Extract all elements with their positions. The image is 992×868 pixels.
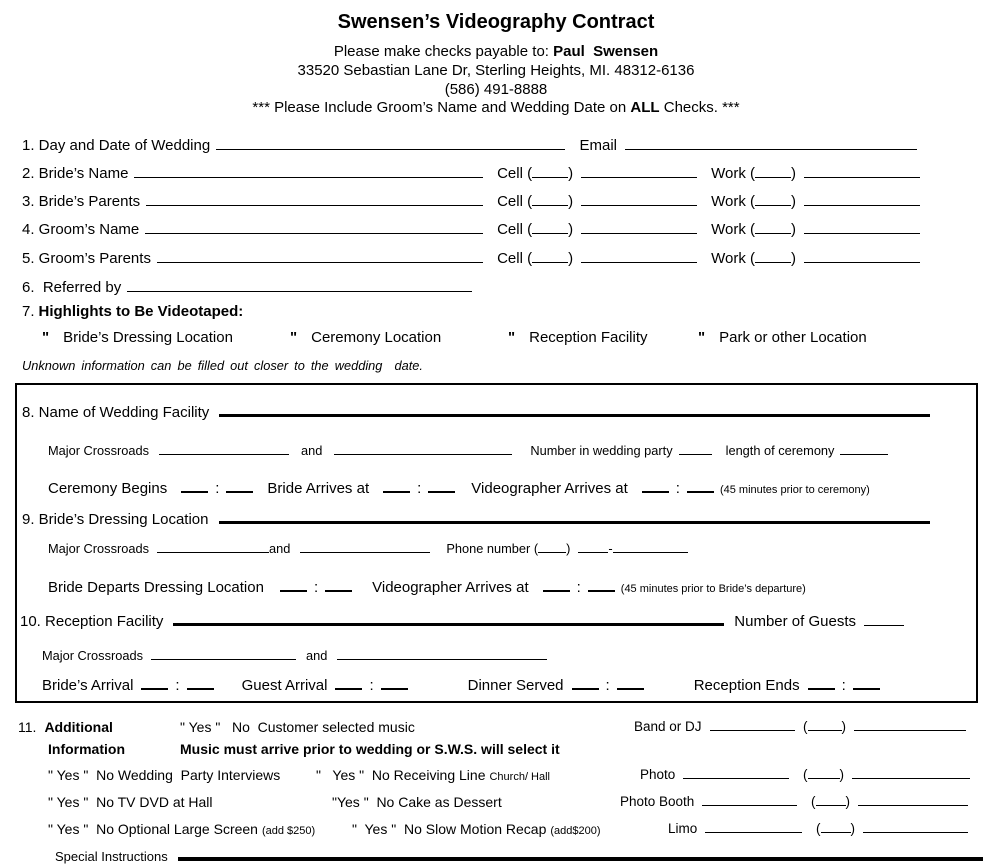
groom-name-blank[interactable] [145, 230, 483, 234]
highlight-reception [508, 329, 648, 346]
dressing-crossroads-2-blank[interactable] [300, 549, 430, 553]
receiving-line-option[interactable]: " Yes " No Receiving Line [316, 767, 486, 783]
bride-departs-hour-blank[interactable] [280, 588, 307, 592]
row-grooms-parents [22, 250, 920, 267]
band-dj-close-paren: ) [841, 719, 846, 734]
brides-parents-work-label: Work ( [711, 193, 755, 210]
referred-by-label: 6. Referred by [22, 279, 122, 296]
dressing-location-blank[interactable] [219, 520, 931, 524]
highlight-brides-dressing-label: Bride’s Dressing Location [63, 329, 233, 346]
grooms-parents-work-close-paren: ) [791, 250, 796, 267]
videographer-arrives-label: Videographer Arrives at [471, 480, 628, 497]
brides-parents-cell-area-code-blank[interactable] [532, 202, 568, 206]
brides-parents-work-area-code-blank[interactable] [755, 202, 791, 206]
guest-arrival-minute-blank[interactable] [381, 686, 408, 690]
limo-area-code-blank[interactable] [821, 829, 851, 833]
band-dj-open-paren: ( [803, 719, 808, 734]
yes-no-wedding-party-interviews[interactable]: " Yes " No Wedding Party Interviews [48, 767, 281, 783]
groom-cell-area-code-blank[interactable] [532, 230, 568, 234]
photo-open-paren: ( [803, 767, 808, 782]
facility-crossroads-label: Major Crossroads [48, 443, 149, 458]
highlight-ceremony [290, 329, 441, 346]
highlight-park-label: Park or other Location [719, 329, 867, 346]
bride-work-label: Work ( [711, 165, 755, 182]
brides-parents-blank[interactable] [146, 202, 483, 206]
ceremony-length-label: length of ceremony [725, 443, 835, 458]
grooms-parents-blank[interactable] [157, 259, 483, 263]
ceremony-length-blank[interactable] [840, 451, 888, 455]
dressing-phone-area-blank[interactable] [538, 549, 566, 553]
photo-booth-label: Photo Booth [620, 794, 695, 809]
brides-parents-work-close-paren: ) [791, 193, 796, 210]
highlight-brides-dressing [42, 329, 233, 346]
bride-work-close-paren: ) [791, 165, 796, 182]
phone-line: (586) 491-8888 [444, 81, 548, 98]
row-wedding-date [22, 137, 917, 154]
checks-note-pre: *** Please Include Groom’s Name and Wedding Date on [252, 99, 631, 116]
bride-cell-area-code-blank[interactable] [532, 174, 568, 178]
highlights-number: 7. [22, 303, 35, 320]
number-of-guests-blank[interactable] [864, 622, 904, 626]
dressing-phone-line-blank[interactable] [613, 549, 688, 553]
brides-arrival-label: Bride’s Arrival [42, 677, 134, 694]
checkbox-ceremony[interactable]: " [290, 329, 298, 346]
dressing-crossroads-and: and [268, 541, 291, 556]
limo-phone-blank[interactable] [863, 829, 968, 833]
row-wedding-facility [22, 404, 930, 421]
dressing-location-label: 9. Bride’s Dressing Location [22, 511, 209, 528]
photo-booth-phone-blank[interactable] [858, 802, 968, 806]
number-of-guests-label: Number of Guests [734, 613, 856, 630]
additional-info-number: 11. [18, 719, 37, 735]
facility-crossroads-and: and [300, 443, 323, 458]
grooms-parents-cell-area-code-blank[interactable] [532, 259, 568, 263]
special-instructions-blank[interactable] [178, 857, 983, 861]
brides-parents-cell-close-paren: ) [568, 193, 574, 210]
highlight-reception-label: Reception Facility [529, 329, 648, 346]
photo-booth-open-paren: ( [811, 794, 816, 809]
payable-name: Paul Swensen [553, 43, 659, 60]
reception-ends-minute-blank[interactable] [853, 686, 880, 690]
row-photo-booth [620, 794, 968, 809]
contract-title: Swensen’s Videography Contract [337, 11, 655, 33]
band-dj-area-code-blank[interactable] [808, 727, 842, 731]
groom-name-label: 4. Groom’s Name [22, 221, 140, 238]
photo-area-code-blank[interactable] [808, 775, 840, 779]
grooms-parents-work-number-blank[interactable] [804, 259, 920, 263]
photo-booth-area-code-blank[interactable] [816, 802, 846, 806]
row-dressing-location [22, 511, 930, 528]
dinner-served-label: Dinner Served [467, 677, 564, 694]
videographer-arrives-minute-blank[interactable] [687, 489, 714, 493]
brides-parents-work-number-blank[interactable] [804, 202, 920, 206]
row-referred-by [22, 279, 472, 296]
referred-by-blank[interactable] [127, 288, 472, 292]
band-dj-label: Band or DJ [634, 719, 702, 734]
highlight-ceremony-label: Ceremony Location [311, 329, 442, 346]
additional-info-label-top: Additional [44, 719, 113, 735]
dressing-crossroads-1-blank[interactable] [157, 549, 269, 553]
grooms-parents-cell-number-blank[interactable] [581, 259, 697, 263]
dressing-phone-dash: - [608, 541, 613, 556]
payable-prefix: Please make checks payable to: [333, 43, 554, 60]
receiving-line-small: Church/ Hall [489, 771, 551, 783]
photo-booth-close-paren: ) [845, 794, 850, 809]
videographer-arrives-dressing-hour-blank[interactable] [543, 588, 570, 592]
dressing-crossroads-label: Major Crossroads [48, 541, 149, 556]
ceremony-prior-note: (45 minutes prior to ceremony) [719, 484, 870, 496]
dressing-phone-close-paren: ) [566, 541, 571, 556]
row-bride-name [22, 165, 920, 182]
row-brides-parents [22, 193, 920, 210]
brides-arrival-minute-blank[interactable] [187, 686, 214, 690]
videographer-arrives-colon: : [675, 480, 680, 497]
special-instructions-label: Special Instructions [55, 849, 168, 864]
payable-line [0, 43, 992, 60]
row-facility-crossroads [48, 443, 908, 458]
row-limo [668, 821, 968, 836]
address-line: 33520 Sebastian Lane Dr, Sterling Heights, MI. 48312-6136 [297, 62, 695, 79]
videographer-arrives-dressing-minute-blank[interactable] [588, 588, 615, 592]
ceremony-begins-hour-blank[interactable] [181, 489, 208, 493]
yes-no-cake-dessert[interactable]: "Yes " No Cake as Dessert [332, 794, 502, 810]
brides-arrival-colon: : [175, 677, 180, 694]
unknown-info-note: Unknown information can be filled out closer to the wedding date. [22, 358, 423, 373]
checks-note-post: Checks. *** [659, 99, 740, 116]
bride-cell-number-blank[interactable] [581, 174, 697, 178]
photo-close-paren: ) [839, 767, 844, 782]
wedding-date-label: 1. Day and Date of Wedding [22, 137, 211, 154]
reception-ends-label: Reception Ends [693, 677, 800, 694]
bride-name-label: 2. Bride’s Name [22, 165, 129, 182]
yes-no-customer-music[interactable]: " Yes " No Customer selected music [180, 719, 415, 735]
row-reception-times [42, 677, 947, 694]
photo-name-blank[interactable] [683, 775, 789, 779]
checkbox-brides-dressing[interactable]: " [42, 329, 50, 346]
highlights-heading: Highlights to Be Videotaped: [38, 303, 244, 320]
limo-close-paren: ) [850, 821, 855, 836]
guest-arrival-label: Guest Arrival [241, 677, 328, 694]
checkbox-park[interactable]: " [698, 329, 706, 346]
band-dj-phone-blank[interactable] [854, 727, 966, 731]
wedding-date-blank[interactable] [216, 146, 565, 150]
yes-no-large-screen[interactable] [48, 821, 315, 837]
facility-crossroads-2-blank[interactable] [334, 451, 512, 455]
large-screen-price: (add $250) [261, 825, 316, 837]
grooms-parents-work-area-code-blank[interactable] [755, 259, 791, 263]
bride-arrives-minute-blank[interactable] [428, 489, 455, 493]
email-blank[interactable] [625, 146, 917, 150]
reception-facility-label: 10. Reception Facility [20, 613, 164, 630]
videographer-arrives-dressing-colon: : [576, 579, 581, 596]
yes-no-tv-dvd[interactable]: " Yes " No TV DVD at Hall [48, 794, 213, 810]
dinner-served-hour-blank[interactable] [572, 686, 599, 690]
row-special-instructions [55, 849, 983, 864]
dressing-prior-note: (45 minutes prior to Bride’s departure) [620, 583, 806, 595]
grooms-parents-cell-label: Cell ( [497, 250, 533, 267]
photo-booth-name-blank[interactable] [702, 802, 797, 806]
videographer-arrives-dressing-label: Videographer Arrives at [372, 579, 529, 596]
bride-departs-colon: : [313, 579, 319, 596]
checks-note-bold: ALL [630, 99, 660, 116]
music-arrival-note: Music must arrive prior to wedding or S.W.S. will select it [180, 741, 560, 757]
photo-label: Photo [640, 767, 676, 782]
bride-cell-label: Cell ( [497, 165, 533, 182]
videographer-arrives-hour-blank[interactable] [642, 489, 669, 493]
row-ceremony-times [48, 480, 968, 497]
brides-parents-cell-number-blank[interactable] [581, 202, 697, 206]
row-band-dj [634, 719, 966, 734]
checks-note [0, 99, 992, 116]
wedding-facility-label: 8. Name of Wedding Facility [22, 404, 210, 421]
groom-work-area-code-blank[interactable] [755, 230, 791, 234]
yes-no-slow-motion[interactable] [352, 821, 601, 837]
dinner-served-minute-blank[interactable] [617, 686, 644, 690]
brides-parents-label: 3. Bride’s Parents [22, 193, 141, 210]
email-label: Email [579, 137, 617, 154]
reception-crossroads-and: and [305, 648, 328, 663]
highlight-park [698, 329, 867, 346]
wedding-facility-blank[interactable] [219, 413, 930, 417]
ceremony-begins-minute-blank[interactable] [226, 489, 253, 493]
large-screen-option[interactable]: " Yes " No Optional Large Screen [48, 821, 258, 837]
brides-arrival-hour-blank[interactable] [141, 686, 168, 690]
row-photo [640, 767, 970, 782]
wedding-party-size-blank[interactable] [679, 451, 712, 455]
grooms-parents-label: 5. Groom’s Parents [22, 250, 151, 267]
checkbox-reception[interactable]: " [508, 329, 516, 346]
reception-facility-blank[interactable] [173, 622, 724, 626]
row-dressing-crossroads [48, 541, 748, 556]
reception-ends-colon: : [841, 677, 846, 694]
groom-work-label: Work ( [711, 221, 755, 238]
reception-crossroads-1-blank[interactable] [151, 656, 296, 660]
bride-work-number-blank[interactable] [804, 174, 920, 178]
guest-arrival-colon: : [369, 677, 374, 694]
bride-arrives-hour-blank[interactable] [383, 489, 410, 493]
reception-ends-hour-blank[interactable] [808, 686, 835, 690]
bride-name-blank[interactable] [134, 174, 483, 178]
additional-info-number-group [18, 719, 113, 735]
row-reception-facility [20, 613, 904, 630]
limo-label: Limo [668, 821, 698, 836]
wedding-party-size-label: Number in wedding party [530, 443, 673, 458]
groom-work-close-paren: ) [791, 221, 796, 238]
bride-departs-label: Bride Departs Dressing Location [48, 579, 264, 596]
guest-arrival-hour-blank[interactable] [335, 686, 362, 690]
row-highlights-heading [22, 303, 243, 320]
dinner-served-colon: : [605, 677, 610, 694]
grooms-parents-cell-close-paren: ) [568, 250, 574, 267]
band-dj-name-blank[interactable] [710, 727, 795, 731]
reception-crossroads-label: Major Crossroads [42, 648, 143, 663]
row-reception-crossroads [42, 648, 602, 663]
groom-cell-label: Cell ( [497, 221, 533, 238]
photo-phone-blank[interactable] [852, 775, 970, 779]
dressing-phone-prefix-blank[interactable] [578, 549, 608, 553]
additional-info-label-bottom: Information [48, 741, 125, 757]
slow-motion-price: (add$200) [550, 825, 601, 837]
row-groom-name [22, 221, 920, 238]
bride-arrives-label: Bride Arrives at [267, 480, 370, 497]
slow-motion-option[interactable]: " Yes " No Slow Motion Recap [352, 821, 547, 837]
ceremony-begins-colon: : [215, 480, 220, 497]
yes-no-receiving-line[interactable] [316, 767, 550, 783]
brides-parents-cell-label: Cell ( [497, 193, 533, 210]
bride-work-area-code-blank[interactable] [755, 174, 791, 178]
groom-cell-close-paren: ) [568, 221, 574, 238]
limo-name-blank[interactable] [705, 829, 802, 833]
bride-departs-minute-blank[interactable] [325, 588, 352, 592]
row-dressing-times [48, 579, 948, 596]
bride-cell-close-paren: ) [568, 165, 574, 182]
groom-work-number-blank[interactable] [804, 230, 920, 234]
facility-crossroads-1-blank[interactable] [159, 451, 289, 455]
bride-arrives-colon: : [417, 480, 422, 497]
dressing-phone-label: Phone number ( [446, 541, 539, 556]
reception-crossroads-2-blank[interactable] [337, 656, 547, 660]
groom-cell-number-blank[interactable] [581, 230, 697, 234]
ceremony-begins-label: Ceremony Begins [48, 480, 168, 497]
limo-open-paren: ( [816, 821, 821, 836]
grooms-parents-work-label: Work ( [711, 250, 755, 267]
